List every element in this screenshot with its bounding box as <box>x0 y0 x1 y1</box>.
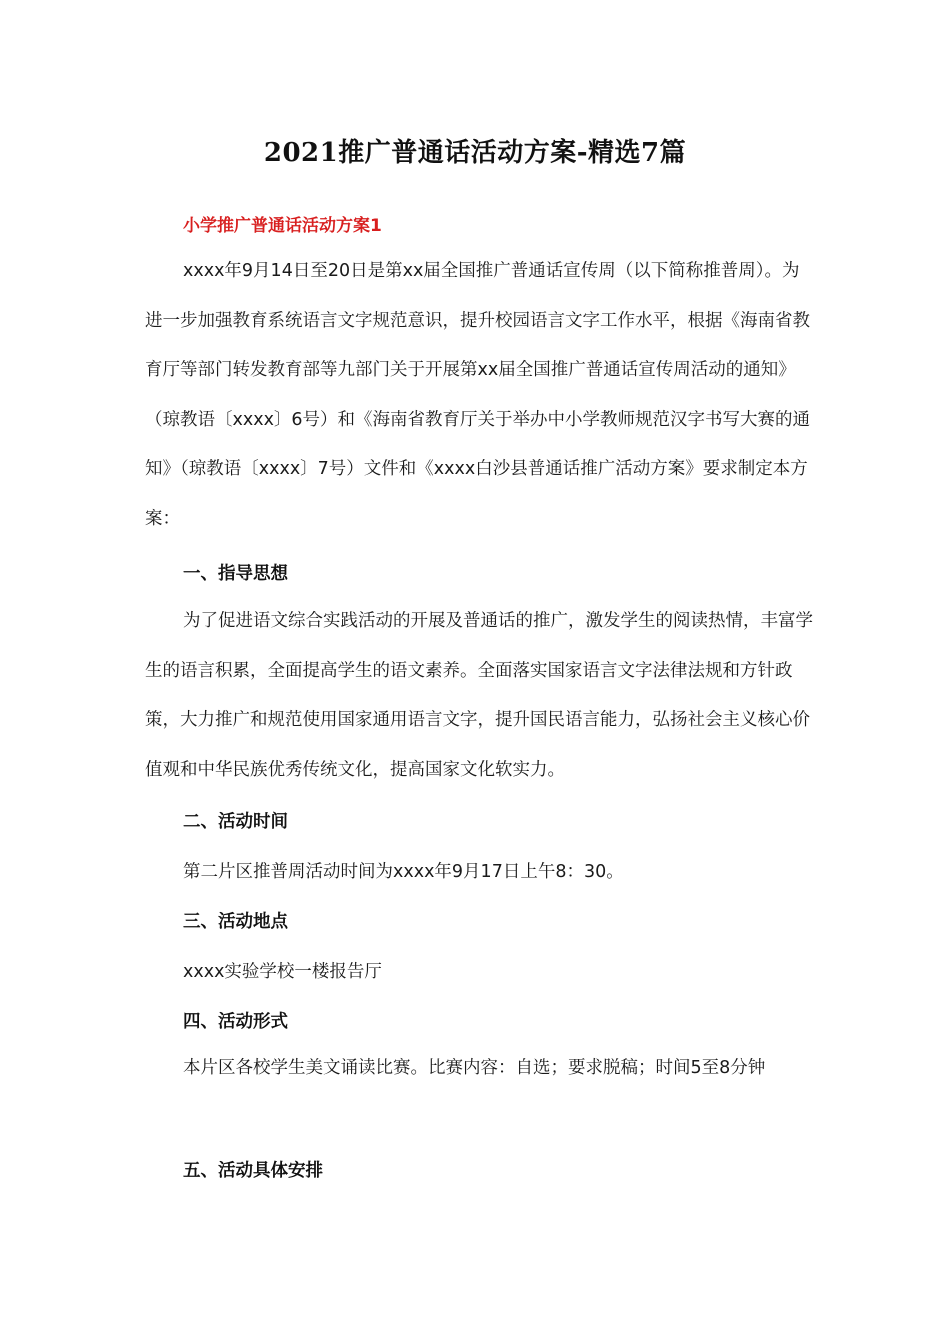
document-title: 2021推广普通话活动方案-精选7篇 <box>263 138 687 168</box>
activity-time-text: 第二片区推普周活动时间为xxxx年9月17日上午8：30。 <box>183 862 624 882</box>
heading-activity-schedule: 五、活动具体安排 <box>183 1161 323 1181</box>
heading-activity-location: 三、活动地点 <box>183 912 288 932</box>
section-subtitle: 小学推广普通话活动方案1 <box>183 216 382 236</box>
heading-activity-format: 四、活动形式 <box>183 1012 288 1032</box>
activity-location-text: xxxx实验学校一楼报告厅 <box>183 962 382 982</box>
heading-activity-time: 二、活动时间 <box>183 812 288 832</box>
guiding-thought-paragraph: 为了促进语文综合实践活动的开展及普通话的推广，激发学生的阅读热情，丰富学生的语言积累，全面提高学生的语文素养。全面落实国家语言文字法律法规和方针政策，大力推广和规范使用国家通用语言文字，提升国民语言能力，弘扬社会主义核心价值观和中华民族优秀传统文化，提高国家文化软实力。 <box>145 611 813 780</box>
heading-guiding-thought: 一、指导思想 <box>183 564 288 584</box>
activity-format-paragraph: 本片区各校学生美文诵读比赛。比赛内容：自选；要求脱稿；时间5至8分钟 <box>183 1058 766 1078</box>
intro-paragraph: xxxx年9月14日至20日是第xx届全国推广普通话宣传周（以下简称推普周）。为进一步加强教育系统语言文字规范意识，提升校园语言文字工作水平，根据《海南省教育厅等部门转发教育部等九部门关于开展第xx届全国推广普通话宣传周活动的通知》（琼教语〔xxxx〕6号）和《海南省教育厅关于举办中小学教师规范汉字书写大赛的通知》（琼教语〔xxxx〕7号）文件和《xxxx白沙县普通话推广活动方案》要求制定本方案： <box>145 261 811 529</box>
